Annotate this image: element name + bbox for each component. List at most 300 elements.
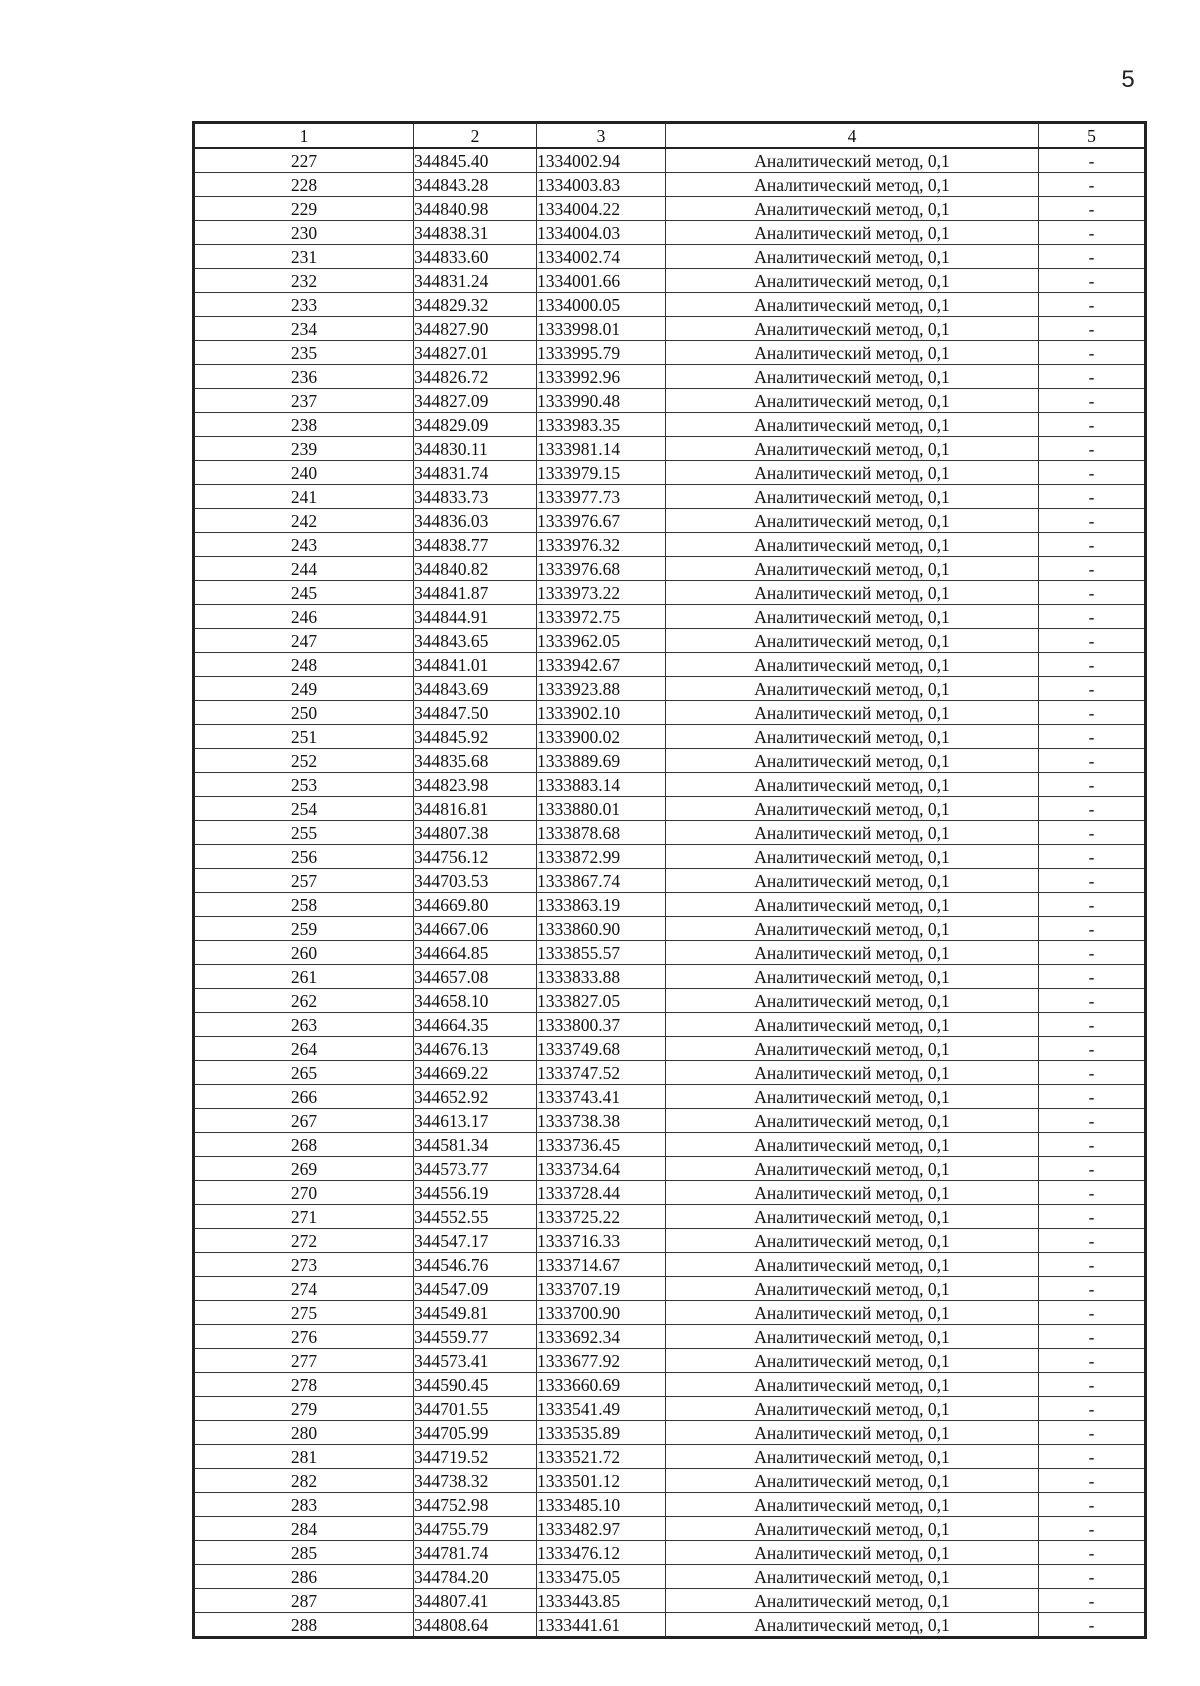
point-number-cell: 275 [194,1301,414,1325]
x-coordinate-cell: 344826.72 [414,365,537,389]
y-coordinate-cell: 1333867.74 [537,869,666,893]
y-coordinate-cell: 1334001.66 [537,269,666,293]
method-cell: Аналитический метод, 0,1 [666,148,1039,173]
point-number-cell: 244 [194,557,414,581]
y-coordinate-cell: 1333800.37 [537,1013,666,1037]
point-number-cell: 284 [194,1517,414,1541]
table-row [194,725,1146,749]
header-y-coordinate: 3 [537,123,666,149]
note-cell: - [1039,917,1146,941]
point-number-cell: 242 [194,509,414,533]
method-cell: Аналитический метод, 0,1 [666,749,1039,773]
method-cell: Аналитический метод, 0,1 [666,845,1039,869]
method-cell: Аналитический метод, 0,1 [666,197,1039,221]
note-cell: - [1039,869,1146,893]
point-number-cell: 233 [194,293,414,317]
table-row [194,1133,1146,1157]
note-cell: - [1039,389,1146,413]
point-number-cell: 249 [194,677,414,701]
method-cell: Аналитический метод, 0,1 [666,1013,1039,1037]
y-coordinate-cell: 1333482.97 [537,1517,666,1541]
table-row [194,965,1146,989]
point-number-cell: 256 [194,845,414,869]
note-cell: - [1039,557,1146,581]
table-row [194,1325,1146,1349]
y-coordinate-cell: 1333714.67 [537,1253,666,1277]
table-row [194,293,1146,317]
header-x-coordinate: 2 [414,123,537,149]
method-cell: Аналитический метод, 0,1 [666,605,1039,629]
x-coordinate-cell: 344546.76 [414,1253,537,1277]
y-coordinate-cell: 1333889.69 [537,749,666,773]
point-number-cell: 230 [194,221,414,245]
note-cell: - [1039,173,1146,197]
y-coordinate-cell: 1333863.19 [537,893,666,917]
y-coordinate-cell: 1333725.22 [537,1205,666,1229]
y-coordinate-cell: 1333990.48 [537,389,666,413]
table-row [194,1469,1146,1493]
method-cell: Аналитический метод, 0,1 [666,557,1039,581]
table-row [194,1421,1146,1445]
method-cell: Аналитический метод, 0,1 [666,1229,1039,1253]
note-cell: - [1039,437,1146,461]
note-cell: - [1039,581,1146,605]
y-coordinate-cell: 1333535.89 [537,1421,666,1445]
note-cell: - [1039,1565,1146,1589]
y-coordinate-cell: 1333521.72 [537,1445,666,1469]
point-number-cell: 251 [194,725,414,749]
x-coordinate-cell: 344827.01 [414,341,537,365]
point-number-cell: 228 [194,173,414,197]
method-cell: Аналитический метод, 0,1 [666,965,1039,989]
note-cell: - [1039,1205,1146,1229]
point-number-cell: 272 [194,1229,414,1253]
x-coordinate-cell: 344676.13 [414,1037,537,1061]
y-coordinate-cell: 1333902.10 [537,701,666,725]
x-coordinate-cell: 344664.85 [414,941,537,965]
y-coordinate-cell: 1333900.02 [537,725,666,749]
note-cell: - [1039,725,1146,749]
point-number-cell: 246 [194,605,414,629]
method-cell: Аналитический метод, 0,1 [666,293,1039,317]
x-coordinate-cell: 344781.74 [414,1541,537,1565]
point-number-cell: 247 [194,629,414,653]
point-number-cell: 234 [194,317,414,341]
x-coordinate-cell: 344843.28 [414,173,537,197]
point-number-cell: 283 [194,1493,414,1517]
x-coordinate-cell: 344845.40 [414,148,537,173]
x-coordinate-cell: 344838.77 [414,533,537,557]
point-number-cell: 267 [194,1109,414,1133]
note-cell: - [1039,148,1146,173]
note-cell: - [1039,749,1146,773]
method-cell: Аналитический метод, 0,1 [666,989,1039,1013]
y-coordinate-cell: 1333736.45 [537,1133,666,1157]
x-coordinate-cell: 344816.81 [414,797,537,821]
table-row [194,845,1146,869]
note-cell: - [1039,701,1146,725]
x-coordinate-cell: 344652.92 [414,1085,537,1109]
y-coordinate-cell: 1333501.12 [537,1469,666,1493]
point-number-cell: 270 [194,1181,414,1205]
x-coordinate-cell: 344841.87 [414,581,537,605]
y-coordinate-cell: 1333692.34 [537,1325,666,1349]
y-coordinate-cell: 1333738.38 [537,1109,666,1133]
method-cell: Аналитический метод, 0,1 [666,1061,1039,1085]
y-coordinate-cell: 1333992.96 [537,365,666,389]
note-cell: - [1039,1181,1146,1205]
method-cell: Аналитический метод, 0,1 [666,341,1039,365]
point-number-cell: 262 [194,989,414,1013]
table-row [194,197,1146,221]
note-cell: - [1039,797,1146,821]
point-number-cell: 253 [194,773,414,797]
x-coordinate-cell: 344829.09 [414,413,537,437]
point-number-cell: 269 [194,1157,414,1181]
method-cell: Аналитический метод, 0,1 [666,1517,1039,1541]
note-cell: - [1039,1613,1146,1638]
note-cell: - [1039,1349,1146,1373]
point-number-cell: 252 [194,749,414,773]
note-cell: - [1039,1421,1146,1445]
method-cell: Аналитический метод, 0,1 [666,509,1039,533]
point-number-cell: 280 [194,1421,414,1445]
note-cell: - [1039,1109,1146,1133]
method-cell: Аналитический метод, 0,1 [666,1205,1039,1229]
note-cell: - [1039,1325,1146,1349]
x-coordinate-cell: 344752.98 [414,1493,537,1517]
method-cell: Аналитический метод, 0,1 [666,893,1039,917]
point-number-cell: 250 [194,701,414,725]
method-cell: Аналитический метод, 0,1 [666,413,1039,437]
method-cell: Аналитический метод, 0,1 [666,1589,1039,1613]
x-coordinate-cell: 344808.64 [414,1613,537,1638]
y-coordinate-cell: 1333827.05 [537,989,666,1013]
y-coordinate-cell: 1333942.67 [537,653,666,677]
y-coordinate-cell: 1334004.22 [537,197,666,221]
y-coordinate-cell: 1333541.49 [537,1397,666,1421]
header-method: 4 [666,123,1039,149]
x-coordinate-cell: 344669.22 [414,1061,537,1085]
x-coordinate-cell: 344831.24 [414,269,537,293]
point-number-cell: 266 [194,1085,414,1109]
table-row [194,605,1146,629]
y-coordinate-cell: 1333734.64 [537,1157,666,1181]
note-cell: - [1039,1301,1146,1325]
table-row [194,797,1146,821]
note-cell: - [1039,293,1146,317]
x-coordinate-cell: 344827.09 [414,389,537,413]
note-cell: - [1039,1373,1146,1397]
x-coordinate-cell: 344755.79 [414,1517,537,1541]
table-row [194,1061,1146,1085]
y-coordinate-cell: 1333749.68 [537,1037,666,1061]
table-row [194,1613,1146,1638]
table-row [194,1205,1146,1229]
x-coordinate-cell: 344581.34 [414,1133,537,1157]
table-row [194,1013,1146,1037]
method-cell: Аналитический метод, 0,1 [666,1541,1039,1565]
x-coordinate-cell: 344667.06 [414,917,537,941]
x-coordinate-cell: 344844.91 [414,605,537,629]
point-number-cell: 277 [194,1349,414,1373]
x-coordinate-cell: 344547.09 [414,1277,537,1301]
x-coordinate-cell: 344669.80 [414,893,537,917]
table-row [194,1157,1146,1181]
table-body [194,148,1146,1638]
table-row [194,1373,1146,1397]
x-coordinate-cell: 344827.90 [414,317,537,341]
table-row [194,221,1146,245]
method-cell: Аналитический метод, 0,1 [666,1181,1039,1205]
table-row [194,1229,1146,1253]
y-coordinate-cell: 1333700.90 [537,1301,666,1325]
y-coordinate-cell: 1333833.88 [537,965,666,989]
method-cell: Аналитический метод, 0,1 [666,1085,1039,1109]
y-coordinate-cell: 1334002.74 [537,245,666,269]
x-coordinate-cell: 344835.68 [414,749,537,773]
point-number-cell: 243 [194,533,414,557]
note-cell: - [1039,1445,1146,1469]
y-coordinate-cell: 1333677.92 [537,1349,666,1373]
point-number-cell: 288 [194,1613,414,1638]
table-row [194,148,1146,173]
table-row [194,773,1146,797]
x-coordinate-cell: 344836.03 [414,509,537,533]
method-cell: Аналитический метод, 0,1 [666,221,1039,245]
point-number-cell: 278 [194,1373,414,1397]
method-cell: Аналитический метод, 0,1 [666,269,1039,293]
x-coordinate-cell: 344701.55 [414,1397,537,1421]
x-coordinate-cell: 344838.31 [414,221,537,245]
table-row [194,1565,1146,1589]
x-coordinate-cell: 344807.38 [414,821,537,845]
method-cell: Аналитический метод, 0,1 [666,1613,1039,1638]
x-coordinate-cell: 344829.32 [414,293,537,317]
method-cell: Аналитический метод, 0,1 [666,245,1039,269]
y-coordinate-cell: 1333979.15 [537,461,666,485]
table-row [194,653,1146,677]
method-cell: Аналитический метод, 0,1 [666,1037,1039,1061]
y-coordinate-cell: 1333983.35 [537,413,666,437]
point-number-cell: 274 [194,1277,414,1301]
y-coordinate-cell: 1333747.52 [537,1061,666,1085]
note-cell: - [1039,485,1146,509]
method-cell: Аналитический метод, 0,1 [666,917,1039,941]
note-cell: - [1039,197,1146,221]
y-coordinate-cell: 1333716.33 [537,1229,666,1253]
table-row [194,821,1146,845]
y-coordinate-cell: 1333878.68 [537,821,666,845]
x-coordinate-cell: 344847.50 [414,701,537,725]
note-cell: - [1039,629,1146,653]
method-cell: Аналитический метод, 0,1 [666,1253,1039,1277]
x-coordinate-cell: 344552.55 [414,1205,537,1229]
point-number-cell: 227 [194,148,414,173]
method-cell: Аналитический метод, 0,1 [666,389,1039,413]
x-coordinate-cell: 344830.11 [414,437,537,461]
point-number-cell: 259 [194,917,414,941]
table-row [194,533,1146,557]
table-row [194,485,1146,509]
point-number-cell: 282 [194,1469,414,1493]
note-cell: - [1039,1085,1146,1109]
table-row [194,269,1146,293]
method-cell: Аналитический метод, 0,1 [666,629,1039,653]
y-coordinate-cell: 1333485.10 [537,1493,666,1517]
note-cell: - [1039,509,1146,533]
table-row [194,437,1146,461]
note-cell: - [1039,1253,1146,1277]
point-number-cell: 258 [194,893,414,917]
method-cell: Аналитический метод, 0,1 [666,437,1039,461]
x-coordinate-cell: 344831.74 [414,461,537,485]
method-cell: Аналитический метод, 0,1 [666,317,1039,341]
point-number-cell: 279 [194,1397,414,1421]
method-cell: Аналитический метод, 0,1 [666,1301,1039,1325]
method-cell: Аналитический метод, 0,1 [666,365,1039,389]
point-number-cell: 276 [194,1325,414,1349]
method-cell: Аналитический метод, 0,1 [666,1325,1039,1349]
point-number-cell: 264 [194,1037,414,1061]
header-note: 5 [1039,123,1146,149]
method-cell: Аналитический метод, 0,1 [666,173,1039,197]
table-row [194,869,1146,893]
x-coordinate-cell: 344658.10 [414,989,537,1013]
note-cell: - [1039,1589,1146,1613]
point-number-cell: 235 [194,341,414,365]
note-cell: - [1039,1541,1146,1565]
y-coordinate-cell: 1333995.79 [537,341,666,365]
x-coordinate-cell: 344613.17 [414,1109,537,1133]
point-number-cell: 271 [194,1205,414,1229]
point-number-cell: 239 [194,437,414,461]
method-cell: Аналитический метод, 0,1 [666,701,1039,725]
y-coordinate-cell: 1333976.67 [537,509,666,533]
x-coordinate-cell: 344840.98 [414,197,537,221]
method-cell: Аналитический метод, 0,1 [666,773,1039,797]
point-number-cell: 232 [194,269,414,293]
note-cell: - [1039,1133,1146,1157]
note-cell: - [1039,317,1146,341]
point-number-cell: 268 [194,1133,414,1157]
x-coordinate-cell: 344807.41 [414,1589,537,1613]
method-cell: Аналитический метод, 0,1 [666,1421,1039,1445]
note-cell: - [1039,1157,1146,1181]
method-cell: Аналитический метод, 0,1 [666,581,1039,605]
method-cell: Аналитический метод, 0,1 [666,1157,1039,1181]
method-cell: Аналитический метод, 0,1 [666,1445,1039,1469]
point-number-cell: 287 [194,1589,414,1613]
point-number-cell: 257 [194,869,414,893]
x-coordinate-cell: 344843.65 [414,629,537,653]
note-cell: - [1039,341,1146,365]
method-cell: Аналитический метод, 0,1 [666,869,1039,893]
y-coordinate-cell: 1333855.57 [537,941,666,965]
note-cell: - [1039,413,1146,437]
note-cell: - [1039,677,1146,701]
point-number-cell: 265 [194,1061,414,1085]
y-coordinate-cell: 1333981.14 [537,437,666,461]
method-cell: Аналитический метод, 0,1 [666,1397,1039,1421]
method-cell: Аналитический метод, 0,1 [666,941,1039,965]
y-coordinate-cell: 1333660.69 [537,1373,666,1397]
x-coordinate-cell: 344843.69 [414,677,537,701]
table-row [194,1277,1146,1301]
x-coordinate-cell: 344590.45 [414,1373,537,1397]
y-coordinate-cell: 1333973.22 [537,581,666,605]
y-coordinate-cell: 1333976.68 [537,557,666,581]
point-number-cell: 261 [194,965,414,989]
x-coordinate-cell: 344738.32 [414,1469,537,1493]
method-cell: Аналитический метод, 0,1 [666,1133,1039,1157]
x-coordinate-cell: 344703.53 [414,869,537,893]
table-row [194,1493,1146,1517]
method-cell: Аналитический метод, 0,1 [666,533,1039,557]
x-coordinate-cell: 344845.92 [414,725,537,749]
table-row [194,989,1146,1013]
table-row [194,1181,1146,1205]
table-row [194,1253,1146,1277]
table-row [194,1109,1146,1133]
x-coordinate-cell: 344549.81 [414,1301,537,1325]
method-cell: Аналитический метод, 0,1 [666,1565,1039,1589]
method-cell: Аналитический метод, 0,1 [666,1277,1039,1301]
x-coordinate-cell: 344756.12 [414,845,537,869]
note-cell: - [1039,821,1146,845]
y-coordinate-cell: 1333883.14 [537,773,666,797]
note-cell: - [1039,365,1146,389]
point-number-cell: 281 [194,1445,414,1469]
note-cell: - [1039,245,1146,269]
note-cell: - [1039,1037,1146,1061]
point-number-cell: 286 [194,1565,414,1589]
point-number-cell: 273 [194,1253,414,1277]
x-coordinate-cell: 344657.08 [414,965,537,989]
point-number-cell: 241 [194,485,414,509]
note-cell: - [1039,893,1146,917]
note-cell: - [1039,461,1146,485]
note-cell: - [1039,1229,1146,1253]
method-cell: Аналитический метод, 0,1 [666,677,1039,701]
y-coordinate-cell: 1334003.83 [537,173,666,197]
x-coordinate-cell: 344573.41 [414,1349,537,1373]
method-cell: Аналитический метод, 0,1 [666,461,1039,485]
table-row [194,581,1146,605]
method-cell: Аналитический метод, 0,1 [666,1469,1039,1493]
point-number-cell: 263 [194,1013,414,1037]
y-coordinate-cell: 1333476.12 [537,1541,666,1565]
y-coordinate-cell: 1333743.41 [537,1085,666,1109]
note-cell: - [1039,1517,1146,1541]
header-point-number: 1 [194,123,414,149]
table-row [194,461,1146,485]
table-row [194,557,1146,581]
table-row [194,1037,1146,1061]
x-coordinate-cell: 344573.77 [414,1157,537,1181]
x-coordinate-cell: 344559.77 [414,1325,537,1349]
y-coordinate-cell: 1333728.44 [537,1181,666,1205]
note-cell: - [1039,221,1146,245]
table-row [194,509,1146,533]
note-cell: - [1039,605,1146,629]
table-row [194,749,1146,773]
table-row [194,893,1146,917]
y-coordinate-cell: 1333443.85 [537,1589,666,1613]
note-cell: - [1039,1061,1146,1085]
point-number-cell: 255 [194,821,414,845]
y-coordinate-cell: 1333475.05 [537,1565,666,1589]
